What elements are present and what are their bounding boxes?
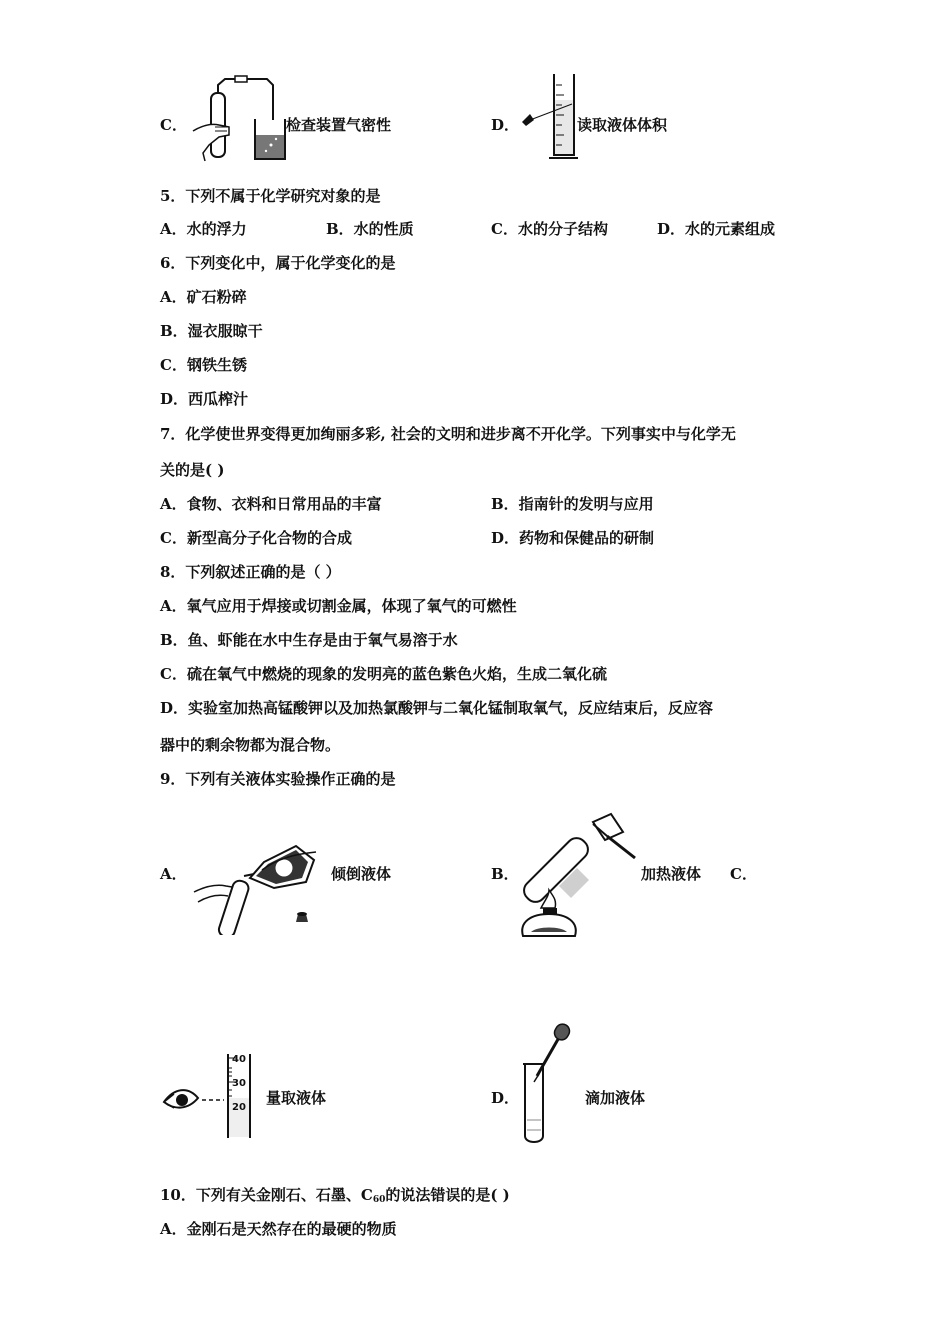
q10-stem-subscript: 60 [372,1195,386,1205]
q8-option-a[interactable]: A．氧气应用于焊接或切割金属，体现了氧气的可燃性 [160,597,517,615]
q7-stem-line2: 关的是( ) [160,461,225,479]
q8-stem: 8．下列叙述正确的是（ ） [160,563,341,581]
dropping-liquid-figure [515,1020,580,1148]
q9-option-b-letter[interactable]: B． [491,865,519,883]
q7-option-d[interactable]: D．药物和保健品的研制 [491,529,655,547]
q10-stem [160,1185,510,1210]
q6-option-a[interactable]: A．矿石粉碎 [160,288,247,306]
graduated-cylinder-reading-figure [516,70,578,165]
q9-option-c-caption: 量取液体 [266,1089,327,1107]
q4-option-c-caption: 检查装置气密性 [286,116,392,134]
q4-option-c-letter[interactable]: C． [160,116,187,134]
q6-option-b[interactable]: B．湿衣服晾干 [160,322,263,340]
q7-stem-line1: 7．化学使世界变得更加绚丽多彩, 社会的文明和进步离不开化学。下列事实中与化学无 [160,425,736,443]
q9-option-a-letter[interactable]: A． [160,865,187,883]
q10-option-a[interactable]: A．金刚石是天然存在的最硬的物质 [160,1220,397,1238]
q6-option-c[interactable]: C．钢铁生锈 [160,356,247,374]
measuring-liquid-figure [160,1050,260,1142]
q5-stem: 5．下列不属于化学研究对象的是 [160,187,381,205]
q10-stem-pre: 10．下列有关金刚石、石墨、C [160,1186,373,1204]
q8-option-d-line1[interactable]: D．实验室加热高锰酸钾以及加热氯酸钾与二氧化锰制取氧气，反应结束后，反应容 [160,699,714,717]
q4-option-d-letter[interactable]: D． [491,116,520,134]
pouring-liquid-figure [192,830,327,935]
q4-option-d-caption: 读取液体体积 [577,116,668,134]
q9-option-d-caption: 滴加液体 [585,1089,646,1107]
q7-option-c[interactable]: C．新型高分子化合物的合成 [160,529,352,547]
q5-option-d[interactable]: D．水的元素组成 [657,220,776,238]
q7-option-a[interactable]: A．食物、衣料和日常用品的丰富 [160,495,382,513]
airtightness-check-figure [185,75,290,165]
q10-stem-post: 的说法错误的是( ) [385,1186,510,1204]
q8-option-b[interactable]: B．鱼、虾能在水中生存是由于氧气易溶于水 [160,631,458,649]
cylinder-tick-20: 20 [232,1102,246,1113]
cylinder-tick-30: 30 [232,1078,246,1089]
q8-option-d-line2: 器中的剩余物都为混合物。 [160,736,341,754]
q6-option-d[interactable]: D．西瓜榨汁 [160,390,249,408]
q9-option-d-letter[interactable]: D． [491,1089,520,1107]
q9-stem: 9．下列有关液体实验操作正确的是 [160,770,396,788]
heating-liquid-figure [515,810,640,940]
q5-option-b[interactable]: B．水的性质 [326,220,414,238]
q9-option-a-caption: 倾倒液体 [331,865,392,883]
q5-option-c[interactable]: C．水的分子结构 [491,220,608,238]
q5-option-a[interactable]: A．水的浮力 [160,220,247,238]
q9-option-c-letter[interactable]: C． [730,865,757,883]
q6-stem: 6．下列变化中，属于化学变化的是 [160,254,396,272]
q9-option-b-caption: 加热液体 [641,865,702,883]
q7-option-b[interactable]: B．指南针的发明与应用 [491,495,654,513]
q8-option-c[interactable]: C．硫在氧气中燃烧的现象的发明亮的蓝色紫色火焰，生成二氧化硫 [160,665,607,683]
cylinder-tick-40: 40 [232,1054,246,1065]
